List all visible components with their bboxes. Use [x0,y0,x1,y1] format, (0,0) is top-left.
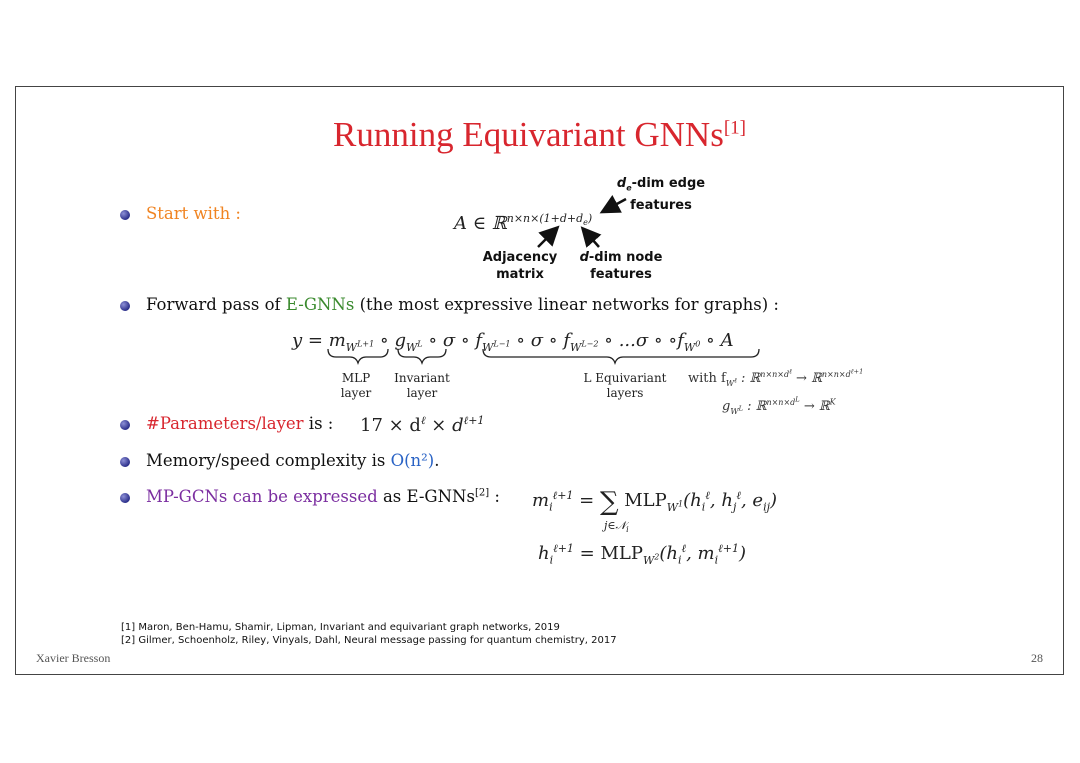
label-equivariant-layers [571,371,679,401]
bullet-icon [120,493,130,503]
bullet-forward-text [146,295,779,314]
annot-node-line2: features [590,267,652,282]
with-f-definition: with $f_{W^\ell}$ : ℝ$^{n\times n\times d^\ell}$ → ℝ$^{n\times n\times d^{\ell+1}}$ [688,367,864,388]
annot-edge-line2: features [630,197,692,213]
arrow-node [584,230,599,247]
memory-suffix: . [434,451,440,470]
params-formula: $17 \times d^\ell \times d^{\ell+1}$ [360,414,485,436]
slide-title-text: Running Equivariant GNNs [333,115,724,154]
bullet-start-label: Start with : [146,204,241,223]
annotation-arrows [16,87,1065,676]
memory-prefix: Memory/speed complexity is [146,451,391,470]
bullet-memory-text [146,451,439,470]
params-suffix: is : [303,414,334,433]
sum-index: j∈𝒩$_i$ [604,519,629,535]
annot-edge-prefix: d [616,176,627,191]
annot-edge-line1: -dim edge [631,176,706,191]
label-eq-1: L Equivariant [583,371,667,385]
forward-suffix: (the most expressive linear networks for graphs) : [354,295,779,314]
bullet-params-text [146,414,333,433]
label-mlp-1: MLP [341,371,371,385]
annot-adj-line1: Adjacency [482,250,558,265]
annotation-edge-features: $d_e$-dim edge features [616,176,706,213]
formula-exponent: n×n×(1+d+d [506,212,584,225]
annot-adj-line2: matrix [496,267,544,282]
page-number: 28 [1031,651,1043,665]
bullet-icon [120,457,130,467]
with-f-label: with f [688,370,726,386]
label-invariant-layer [390,371,454,401]
annot-node-line1: -dim node [588,250,663,265]
params-highlight: #Parameters/layer [146,414,304,433]
formula-exponent-close: ) [587,212,593,225]
update-formula: $h_i^{\ell+1} = MLP_{W^2}(h_i^\ell$, $m_i^{\ell+1}$) [538,542,746,567]
label-inv-1: Invariant [394,371,450,385]
bullet-icon [120,301,130,311]
formula-base: A ∈ ℝ [454,213,507,234]
adjacency-formula: A ∈ ℝ$^{n\times n\times(1+d+d_e)}$ [454,212,593,234]
mpgcn-reference: [2] [474,487,490,499]
g-label: g [722,398,731,414]
label-inv-2: layer [406,386,438,400]
footnote-2: [2] Gilmer, Schoenholz, Riley, Vinyals, Dahl, Neural message passing for quantum chemistry, 2017 [121,635,617,646]
forward-formula: $y = m_{W^{L+1}}$ ∘ $g_{W^L}$ ∘ σ ∘ $f_{W^{L-1}}$ ∘ σ ∘ $f_{W^{L-2}}$ ∘ ...σ ∘ $\circ f_{W^0}$ ∘ A [292,330,734,354]
bullet-icon [120,420,130,430]
arrow-adjacency [538,229,556,247]
g-definition: $g_{W^L}$ : ℝ$^{n\times n\times d^L}$ → ℝ$^K$ [722,395,836,416]
params-formula-text: 17 × d [360,415,421,436]
memory-highlight: O(n²) [390,451,435,470]
title-reference: [1] [723,117,746,139]
forward-prefix: Forward pass of [146,295,286,314]
forward-highlight: E-GNNs [285,295,355,314]
label-mlp-2: layer [340,386,372,400]
annot-node-prefix: d [579,250,589,265]
slide-frame [15,86,1064,675]
bullet-mpgcn-text [146,487,500,506]
label-mlp-layer [331,371,381,401]
arrow-edge [604,199,626,211]
footer-author: Xavier Bresson [36,651,111,665]
mpgcn-highlight: MP-GCNs can be expressed [146,487,378,506]
message-formula: $m_i^{\ell+1}$ = ∑ $MLP_{W^1}(h_i^\ell$, $h_j^\ell$, $e_{ij}$) [532,487,778,517]
footnote-1: [1] Maron, Ben-Hamu, Shamir, Lipman, Invariant and equivariant graph networks, 2019 [121,622,560,633]
mpgcn-suffix: as E-GNNs [377,487,475,506]
label-eq-2: layers [606,386,644,400]
mpgcn-colon: : [489,487,500,506]
